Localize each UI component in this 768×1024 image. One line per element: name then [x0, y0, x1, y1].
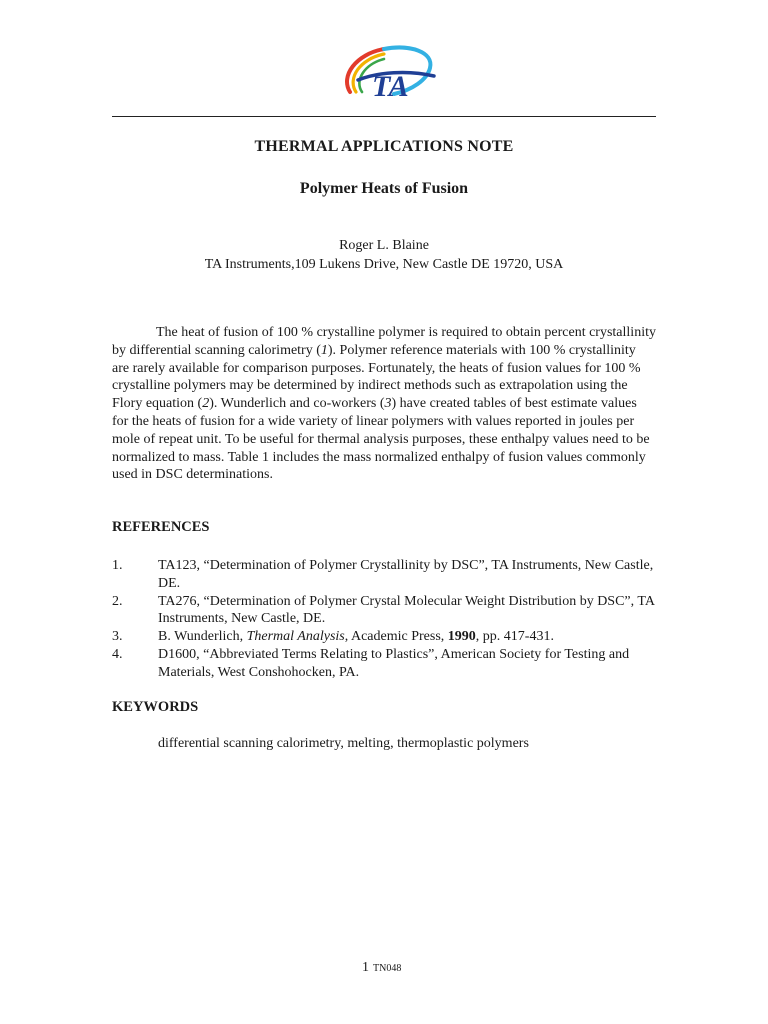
- reference-book-title: Thermal Analysis: [246, 629, 345, 645]
- keywords-text: differential scanning calorimetry, melting, thermoplastic polymers: [158, 736, 529, 751]
- reference-text: TA276, “Determination of Polymer Crystal Molecular Weight Distribution by DSC”, TA Instruments, New Castle, DE.: [158, 593, 655, 627]
- document-code: TN048: [373, 963, 402, 974]
- reference-item: [112, 628, 656, 646]
- document-title: Polymer Heats of Fusion: [299, 180, 469, 197]
- references-heading: REFERENCES: [112, 519, 210, 535]
- reference-text: D1600, “Abbreviated Terms Relating to Plastics”, American Society for Testing and Materials, West Conshohocken, PA.: [158, 646, 630, 680]
- logo-text: TA: [372, 70, 409, 103]
- abstract-text-2: ). Polymer reference materials with 100 % crystallinity are rarely available for comparison purposes. Fortunately, the heats of fusion values for 100 % crystalline polymers may be determined by indirect methods such as extrapolation using the Flory equation (: [112, 342, 641, 412]
- abstract-paragraph: [112, 324, 656, 484]
- reference-text-pre: B. Wunderlich,: [158, 629, 247, 645]
- reference-number: 1.: [112, 558, 123, 573]
- reference-number: 4.: [112, 646, 123, 662]
- reference-item: [112, 646, 656, 682]
- keywords-heading: KEYWORDS: [112, 699, 199, 715]
- abstract-text-4: ) have created tables of best estimate values for the heats of fusion for a wide variety of linear polymers with values reported in joules per mole of repeat unit. To be useful for thermal analysis purposes, these enthalpy values need to be normalized to mass. Table 1 includes the mass normalized enthalpy of fusion values commonly used in DSC determinations.: [112, 396, 650, 483]
- reference-text-mid: , Academic Press,: [344, 629, 448, 645]
- reference-item: [112, 593, 656, 629]
- abstract-text-1: The heat of fusion of 100 % crystalline polymer is required to obtain percent crystallinity by differential scanning calorimetry (: [112, 325, 656, 358]
- citation-2: 2: [202, 396, 210, 412]
- reference-text: TA123, “Determination of Polymer Crystallinity by DSC”, TA Instruments, New Castle, DE.: [158, 558, 654, 591]
- note-title: THERMAL APPLICATIONS NOTE: [254, 138, 514, 155]
- reference-number: 2.: [112, 593, 123, 609]
- references-list: [112, 557, 656, 682]
- abstract-text-3: ). Wunderlich and co-workers (: [209, 396, 385, 412]
- page-footer: [362, 960, 401, 976]
- page-number: 1: [362, 960, 369, 975]
- author-name: Roger L. Blaine: [339, 238, 429, 253]
- ta-logo: [338, 42, 438, 104]
- reference-text-post: , pp. 417-431.: [475, 629, 554, 645]
- header-rule: [112, 116, 656, 117]
- author-affiliation: TA Instruments,109 Lukens Drive, New Castle DE 19720, USA: [204, 257, 564, 272]
- citation-3: 3: [384, 396, 392, 412]
- reference-year: 1990: [447, 629, 476, 645]
- reference-number: 3.: [112, 629, 123, 645]
- author-block: [0, 236, 768, 274]
- reference-item: [112, 557, 656, 593]
- citation-1: 1: [320, 342, 328, 358]
